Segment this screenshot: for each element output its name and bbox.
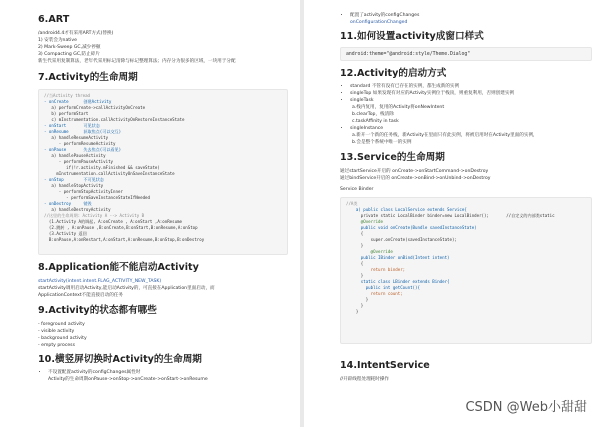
code-line: { bbox=[346, 231, 364, 236]
code-line: a) handleStopActivity bbox=[44, 183, 104, 188]
code-line: B:onPause,A:onRestart,A:onStart,A:onResume,B:onStop,B:onDestroy bbox=[44, 237, 205, 242]
code-line: - performStopActivityInner bbox=[44, 189, 123, 194]
sub-item: b.clearTop，栈清除 bbox=[352, 112, 394, 117]
section-12-title: 12.Activity的启动方式 bbox=[340, 68, 447, 79]
code-line: - onPause 失去焦点(可以看见) bbox=[44, 147, 122, 152]
code-line: return count; bbox=[346, 291, 403, 296]
code-line: - onStart 可见状态 bbox=[44, 123, 100, 128]
section-10-title: 10.横竖屏切换时Activity的生命周期 bbox=[38, 354, 202, 365]
code-line: a) performCreate->callActivityOnCreate bbox=[44, 105, 146, 110]
code-line: if(!r.activity.mFinished && saveState) bbox=[44, 165, 160, 170]
code-line: - onCreate 创建Activity bbox=[44, 99, 112, 104]
code-line: } bbox=[346, 273, 364, 278]
code-line: a) handleDestroyActivity bbox=[44, 207, 111, 212]
section-9-title: 9.Activity的状态都有哪些 bbox=[38, 305, 157, 316]
s14-line: //开辟线程处理耗时操作 bbox=[340, 377, 390, 382]
s10-list bbox=[38, 369, 288, 376]
code-line: //这里的生命周期: Activity A --> Activity B bbox=[44, 213, 145, 218]
list-item: • 配置了activity的configChanges bbox=[350, 12, 592, 19]
s7-code-block bbox=[38, 89, 288, 255]
s13-line: 通过startService开启的 onCreate->onStartCommand->onDestroy bbox=[340, 169, 489, 174]
s6-line: 3) Compacting GC,防止碎片 bbox=[38, 52, 100, 57]
list-item: • singleTop 如果发现有对应的Activity实例位于栈顶，则重复利用，否则创建实例 bbox=[350, 90, 592, 97]
s8-line: startActivity(intent.intent.FLAG_ACTIVITY_NEW_TASK) bbox=[38, 279, 162, 284]
s6-line: 1) 安装会为native bbox=[38, 38, 77, 43]
list-item: • 不设置配置activity的configChanges属性时 bbox=[48, 369, 288, 376]
sub-item: a.栈内复用，复用的Activity将onNewIntent bbox=[352, 105, 445, 110]
s10-line: Activity的生命周期onPause->onStop->onCreate->onStart->onResume bbox=[48, 377, 208, 382]
s13-line: Service Binder bbox=[340, 187, 374, 192]
code-line: a) handleResumeActivity bbox=[44, 135, 109, 140]
s9-line: - background activity bbox=[38, 336, 87, 341]
code-line: - performResumeActivity bbox=[44, 141, 116, 146]
section-14-title: 14.IntentService bbox=[340, 360, 430, 371]
sub-item: b.会是整个系统中唯一的实例 bbox=[352, 140, 412, 145]
s6-line: 新生代采用复制算法，老年代采用标记清除与标记整理算法；内存分为很多的区域，一块用于分配 bbox=[38, 59, 236, 64]
s12-list-2 bbox=[340, 125, 592, 132]
code-line: a) public class LocalService extends Service{ bbox=[346, 207, 467, 212]
code-line: android:theme="@android:style/Theme.Dialog" bbox=[346, 52, 471, 57]
section-11-title: 11.如何设置activity成窗口样式 bbox=[340, 31, 484, 42]
top-line: onConfigurationChanged bbox=[350, 20, 408, 25]
list-item: • singleInstance bbox=[350, 125, 592, 132]
code-line: public int getCount(){ bbox=[346, 285, 420, 290]
code-line: a) handlePauseActivity bbox=[44, 153, 106, 158]
s8-line: ApplicationContext不能直接启动的任务 bbox=[38, 293, 124, 298]
code-line: public IBinder onBind(Intent intent) bbox=[346, 255, 450, 260]
code-line: @Override bbox=[346, 219, 383, 224]
section-7-title: 7.Activity的生命周期 bbox=[38, 72, 138, 83]
code-line: static class LBinder extends Binder{ bbox=[346, 279, 450, 284]
code-line: super.onCreate(savedInstanceState); bbox=[346, 237, 457, 242]
code-line: return binder; bbox=[346, 267, 406, 272]
s6-line: 2) Mark-Sweep GC,减少停顿 bbox=[38, 45, 101, 50]
s9-line: - foreground activity bbox=[38, 322, 85, 327]
top-list bbox=[340, 12, 592, 19]
code-line: //当Activity thread bbox=[44, 93, 90, 98]
code-line: } bbox=[346, 243, 364, 248]
s12-list bbox=[340, 83, 592, 104]
s11-code-block bbox=[340, 47, 592, 61]
code-line: - onResume 获取焦点(可以交互) bbox=[44, 129, 122, 134]
code-line: } bbox=[346, 297, 369, 302]
section-13-title: 13.Service的生命周期 bbox=[340, 152, 445, 163]
code-line: public void onCreate(Bundle savedInstanceState) bbox=[346, 225, 477, 230]
code-line: //A类 bbox=[346, 201, 358, 206]
code-line: } bbox=[346, 309, 359, 314]
list-item: • standard 不管有没有已存在的实例，都生成新的实例 bbox=[350, 83, 592, 90]
s13-line: 通过bindService开启的 onCreate->onBind->onUnbind->onDestroy bbox=[340, 176, 491, 181]
sub-item: a.新开一个新的任务栈，新Activity在里面只有此实例，将被启用时在Activity里面的实例， bbox=[352, 133, 538, 138]
s8-line: startActivity调用启动Activity,能启动Activity的，可直接在Application里面启动，而 bbox=[38, 286, 215, 291]
s9-line: - empty process bbox=[38, 343, 75, 348]
sub-item: c.taskAffinity in task bbox=[352, 119, 399, 124]
code-line: (2.跳转 , A:onPause ,B:onCreate,B:onStart,B:onResume,A:onStop bbox=[44, 225, 198, 230]
right-page bbox=[304, 0, 604, 427]
section-6-title: 6.ART bbox=[38, 14, 70, 25]
code-line: (3.Activity 返回 bbox=[44, 231, 87, 236]
code-line: } bbox=[346, 303, 364, 308]
code-line: - onStop 不可见状态 bbox=[44, 177, 104, 182]
code-line: mInstrumentation.callActivityOnSaveInstanceState bbox=[44, 171, 175, 176]
left-page bbox=[0, 0, 300, 427]
code-line: - performPauseActivity bbox=[44, 159, 114, 164]
code-line: c) mInstrumentation.callActivityOnRestoreInstanceState bbox=[44, 117, 185, 122]
code-line: private static LocalBinder binder=new LocalBinder(); //自定义的内部类static bbox=[346, 213, 555, 218]
s9-line: - visible activity bbox=[38, 329, 75, 334]
watermark: CSDN @Web小甜甜 bbox=[465, 400, 587, 415]
list-item: • singleTask bbox=[350, 97, 592, 104]
s6-line: /android4.4才有采用ART方式(替换) bbox=[38, 31, 114, 36]
section-8-title: 8.Application能不能启动Activity bbox=[38, 262, 199, 273]
code-line: @Override bbox=[346, 249, 393, 254]
code-line: (1.Activity A的调起, A:onCreate , A:onStart ,A:onResume bbox=[44, 219, 182, 224]
s13-code-block bbox=[340, 197, 592, 344]
code-line: - performSaveInstanceStateIfNeeded bbox=[44, 195, 150, 200]
code-line: - onDestroy 销毁 bbox=[44, 201, 92, 206]
code-line: { bbox=[346, 261, 364, 266]
code-line: b) performStart bbox=[44, 111, 89, 116]
